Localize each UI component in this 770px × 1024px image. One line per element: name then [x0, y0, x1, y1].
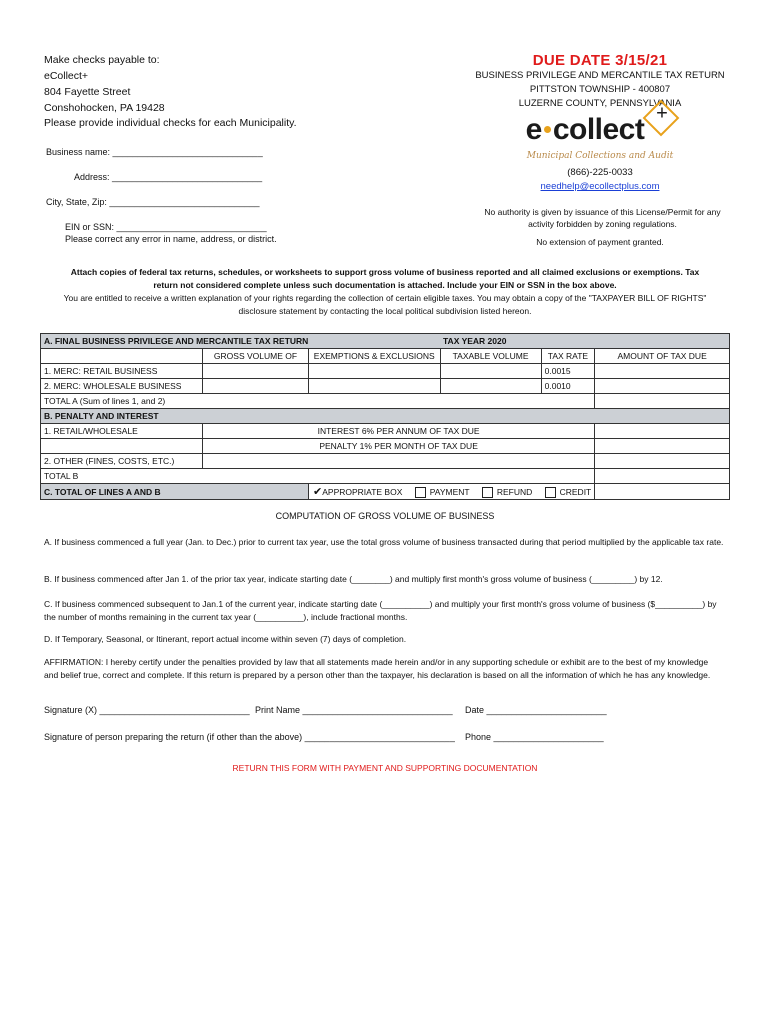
payable-line: Make checks payable to:	[44, 54, 160, 66]
col-amount-due: AMOUNT OF TAX DUE	[595, 349, 730, 364]
retail-rate: 0.0015	[541, 364, 595, 379]
total-c-input[interactable]	[595, 484, 730, 500]
form-title: BUSINESS PRIVILEGE AND MERCANTILE TAX RETURN	[475, 70, 725, 81]
wholesale-gross-input[interactable]	[202, 379, 308, 394]
checks-note: Please provide individual checks for each Municipality.	[44, 117, 297, 129]
due-date: DUE DATE 3/15/21	[532, 52, 668, 69]
phone-field[interactable]: Phone ______________________	[465, 732, 604, 742]
payable-block	[44, 52, 165, 116]
other-input[interactable]	[595, 454, 730, 469]
payment-checkbox[interactable]	[415, 487, 426, 498]
col-gross-volume: GROSS VOLUME OF	[202, 349, 308, 364]
retail-exempt-input[interactable]	[309, 364, 440, 379]
signature-field[interactable]: Signature (X) ______________________________	[44, 705, 250, 715]
interest-input[interactable]	[595, 424, 730, 439]
penalty-label: PENALTY 1% PER MONTH OF TAX DUE	[202, 439, 594, 454]
wholesale-taxable-input[interactable]	[440, 379, 541, 394]
refund-checkbox[interactable]	[482, 487, 493, 498]
credit-label: CREDIT	[559, 487, 592, 497]
section-b-title: B. PENALTY AND INTEREST	[41, 409, 730, 424]
affirmation: AFFIRMATION: I hereby certify under the penalties provided by law that all statements made herein and/or in any supporting schedule or exhibit are to the best of my knowledge and belief true, correct and complete. If this return is prepared by a person other than the taxpayer, his declaration is based on all the information of which he has any knowledge.	[44, 657, 711, 680]
phone-number: (866)-225-0033	[567, 167, 633, 178]
row-retail: 1. MERC: RETAIL BUSINESS	[41, 364, 203, 379]
total-a-label: TOTAL A (Sum of lines 1, and 2)	[41, 394, 595, 409]
computation-d: D. If Temporary, Seasonal, or Itinerant, report actual income within seven (7) days of completion.	[44, 634, 407, 644]
penalty-input[interactable]	[595, 439, 730, 454]
row-retail-wholesale: 1. RETAIL/WHOLESALE	[41, 424, 203, 439]
section-c-title: C. TOTAL OF LINES A AND B	[41, 484, 309, 500]
appropriate-box-label: APPROPRIATE BOX	[322, 487, 403, 497]
section-a-title: A. FINAL BUSINESS PRIVILEGE AND MERCANTILE TAX RETURN	[41, 334, 441, 349]
row-wholesale: 2. MERC: WHOLESALE BUSINESS	[41, 379, 203, 394]
payable-street: 804 Fayette Street	[44, 86, 131, 98]
authority-note: No authority is given by issuance of this License/Permit for any activity forbidden by zoning regulations.	[484, 207, 721, 229]
help-email-link[interactable]: needhelp@ecollectplus.com	[540, 181, 660, 192]
plus-icon: +	[643, 100, 680, 137]
county: LUZERNE COUNTY, PENNSYLVANIA	[518, 98, 682, 109]
township: PITTSTON TOWNSHIP - 400807	[529, 84, 671, 95]
payment-label: PAYMENT	[429, 487, 470, 497]
col-taxable-volume: TAXABLE VOLUME	[440, 349, 541, 364]
attach-notice: Attach copies of federal tax returns, schedules, or worksheets to support gross volume of business reported and all claimed exclusions or exemptions. Tax return not considered complete unless such documentation is attached. Include your EIN or SSN in the box above.	[70, 267, 700, 290]
computation-b: B. If business commenced after Jan 1. of the prior tax year, indicate starting date (________) and multiply first month's gross volume of business (_________) by 12.	[44, 574, 663, 584]
computation-title: COMPUTATION OF GROSS VOLUME OF BUSINESS	[275, 511, 495, 521]
retail-taxable-input[interactable]	[440, 364, 541, 379]
extension-note: No extension of payment granted.	[536, 237, 664, 247]
tax-year: TAX YEAR 2020	[440, 334, 730, 349]
tax-return-table	[40, 333, 730, 500]
print-name-field[interactable]: Print Name ______________________________	[255, 705, 453, 715]
logo-tagline: Municipal Collections and Audit	[526, 151, 674, 161]
credit-checkbox[interactable]	[545, 487, 556, 498]
total-b-input[interactable]	[595, 469, 730, 484]
ein-ssn-field[interactable]: EIN or SSN: ______________________________	[65, 222, 267, 232]
rights-notice: You are entitled to receive a written explanation of your rights regarding the collection of certain eligible taxes. You may obtain a copy of the "TAXPAYER BILL OF RIGHTS" disclosure statement by contacting the local political subdivision listed hereon.	[63, 293, 707, 316]
address-field[interactable]: Address: ______________________________	[74, 172, 263, 182]
return-instruction: RETURN THIS FORM WITH PAYMENT AND SUPPORTING DOCUMENTATION	[232, 763, 538, 773]
city-state-zip-field[interactable]: City, State, Zip: ______________________________	[46, 197, 260, 207]
date-field[interactable]: Date ________________________	[465, 705, 607, 715]
business-name-field[interactable]: Business name: ______________________________	[46, 147, 263, 157]
wholesale-exempt-input[interactable]	[309, 379, 440, 394]
computation-a: A. If business commenced a full year (Jan. to Dec.) prior to current tax year, use the total gross volume of business transacted during that period multiplied by the applicable tax rate.	[44, 537, 724, 547]
total-b-label: TOTAL B	[41, 469, 595, 484]
interest-label: INTEREST 6% PER ANNUM OF TAX DUE	[202, 424, 594, 439]
total-a-input[interactable]	[595, 394, 730, 409]
ecollect-logo: e collect +	[470, 113, 730, 147]
payable-city: Conshohocken, PA 19428	[44, 102, 165, 114]
col-tax-rate: TAX RATE	[541, 349, 595, 364]
wholesale-amount-input[interactable]	[595, 379, 730, 394]
retail-gross-input[interactable]	[202, 364, 308, 379]
retail-amount-input[interactable]	[595, 364, 730, 379]
wholesale-rate: 0.0010	[541, 379, 595, 394]
preparer-signature-field[interactable]: Signature of person preparing the return (if other than the above) ______________________________	[44, 732, 455, 742]
check-icon: ✔	[313, 486, 323, 498]
correction-note: Please correct any error in name, address, or district.	[65, 234, 277, 244]
computation-c: C. If business commenced subsequent to Jan.1 of the current year, indicate starting date (__________) and multiply your first month's gross volume of business ($__________) by the number of months remaining in the current tax year (__________), include fractional months.	[44, 599, 717, 622]
col-exemptions: EXEMPTIONS & EXCLUSIONS	[309, 349, 440, 364]
payable-name: eCollect+	[44, 70, 89, 82]
refund-label: REFUND	[496, 487, 533, 497]
row-other: 2. OTHER (FINES, COSTS, ETC.)	[41, 454, 203, 469]
